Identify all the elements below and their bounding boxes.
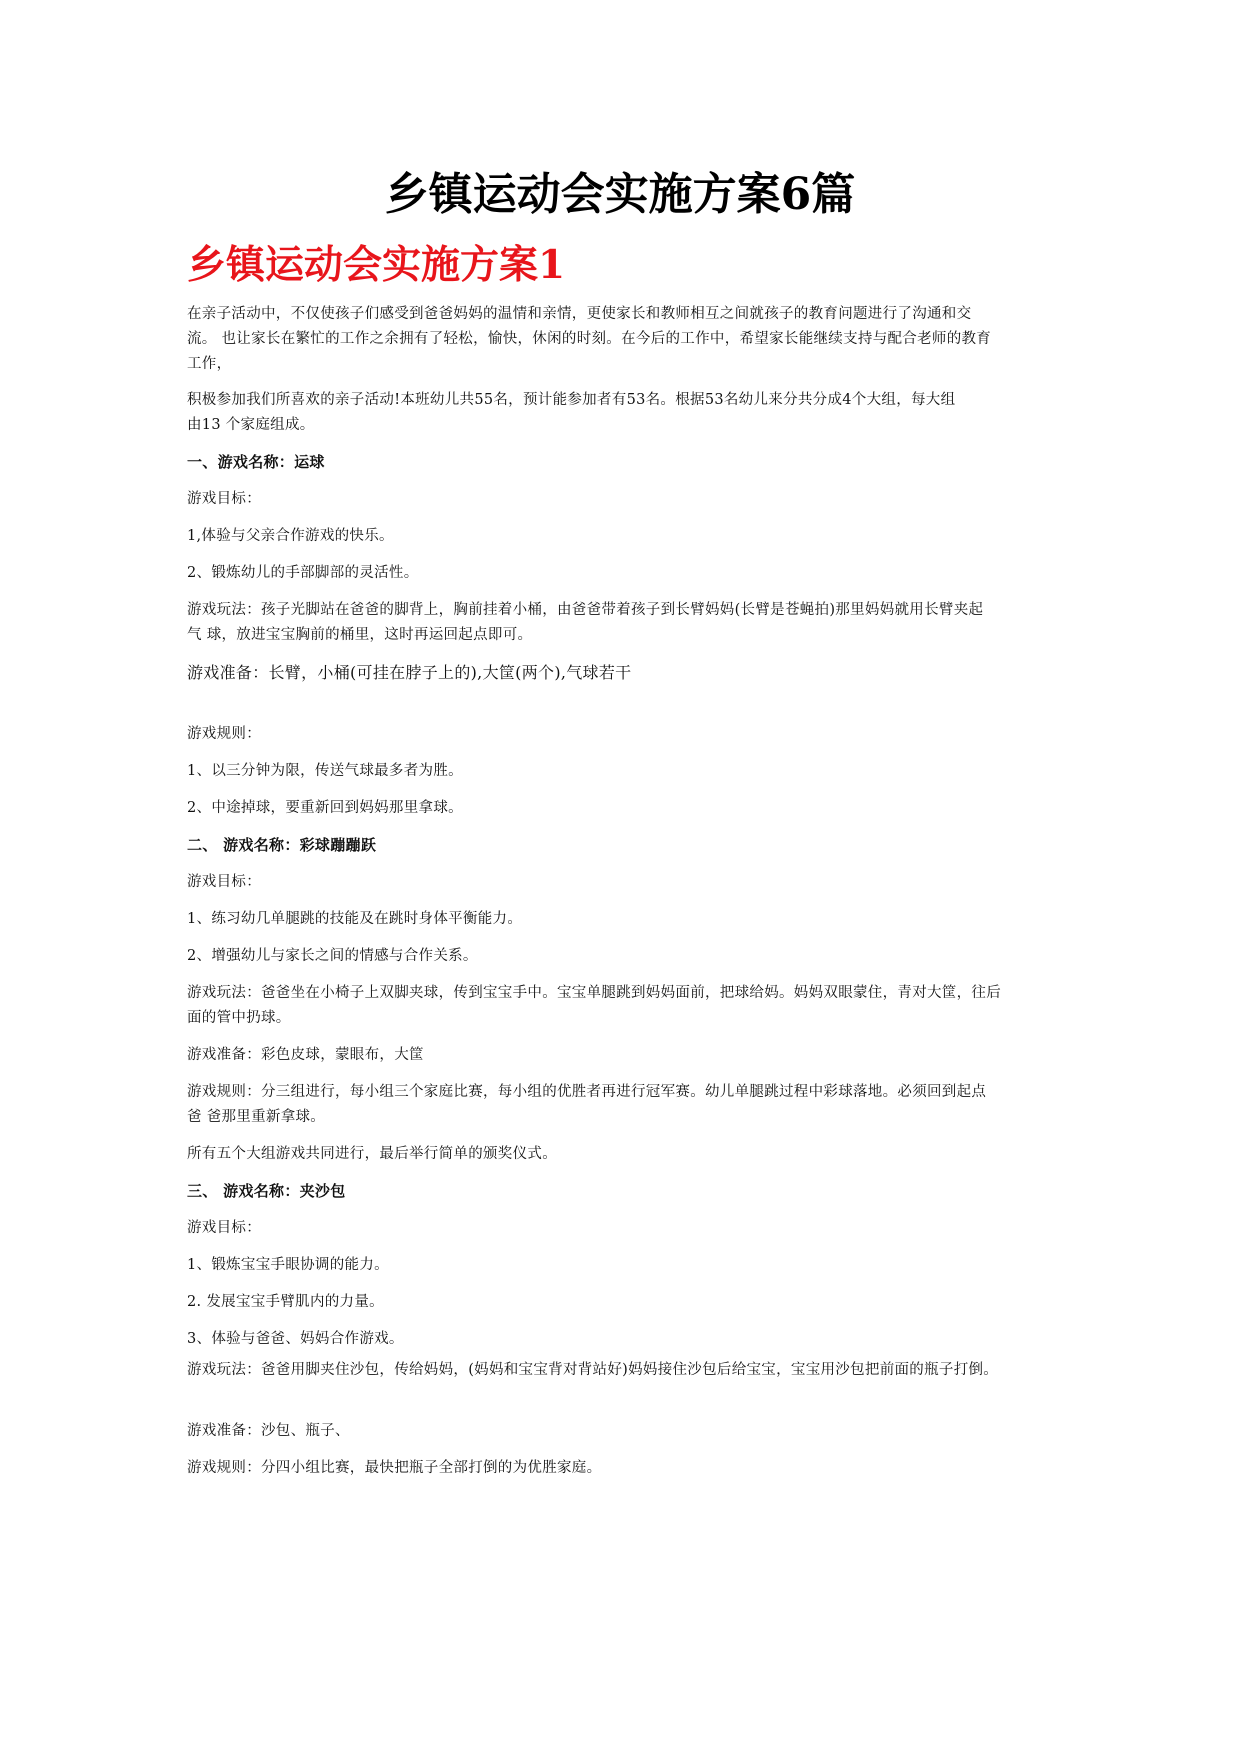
paragraph-line: 2、增强幼儿与家长之间的情感与合作关系。 <box>187 948 478 964</box>
paragraph-line: 在亲子活动中，不仅使孩子们感受到爸爸妈妈的温情和亲情，更使家长和教师相互之间就孩子的教育问题进行了沟通和交 <box>187 306 972 322</box>
paragraph-line: 游戏准备：沙包、瓶子、 <box>187 1423 350 1439</box>
paragraph-line: 2、锻炼幼儿的手部脚部的灵活性。 <box>187 565 419 581</box>
paragraph-line: 所有五个大组游戏共同进行，最后举行简单的颁奖仪式。 <box>187 1146 557 1162</box>
paragraph-line: 爸 爸那里重新拿球。 <box>187 1109 326 1125</box>
paragraph-line: 2. 发展宝宝手臂肌内的力量。 <box>187 1294 384 1310</box>
paragraph-line: 气 球，放进宝宝胸前的桶里，这时再运回起点即可。 <box>187 627 533 643</box>
paragraph-line: 游戏目标： <box>187 491 261 507</box>
paragraph-line: 游戏目标： <box>187 1220 261 1236</box>
paragraph-line: 1、锻炼宝宝手眼协调的能力。 <box>187 1257 389 1273</box>
paragraph-line: 3、体验与爸爸、妈妈合作游戏。 <box>187 1331 404 1347</box>
paragraph-line: 工作， <box>187 356 232 372</box>
paragraph-line: 游戏准备：彩色皮球，蒙眼布，大筐 <box>187 1047 424 1063</box>
paragraph-line: 面的管中扔球。 <box>187 1010 291 1026</box>
paragraph-line: 2、中途掉球，要重新回到妈妈那里拿球。 <box>187 800 463 816</box>
game-heading: 一、游戏名称：运球 <box>187 453 325 471</box>
paragraph-line: 积极参加我们所喜欢的亲子活动!本班幼儿共55名，预计能参加者有53名。根据53名幼儿来分共分成4个大组，每大组 <box>187 392 956 408</box>
paragraph-line: 1、练习幼几单腿跳的技能及在跳时身体平衡能力。 <box>187 911 523 927</box>
paragraph-line: 游戏玩法：爸爸坐在小椅子上双脚夹球，传到宝宝手中。宝宝单腿跳到妈妈面前，把球给妈。妈妈双眼蒙住，青对大筐，往后 <box>187 985 1001 1001</box>
paragraph-line: 游戏准备：长臂，小桶(可挂在脖子上的),大筐(两个),气球若干 <box>187 663 632 682</box>
paragraph-line: 1,体验与父亲合作游戏的快乐。 <box>187 528 394 544</box>
paragraph-line: 由13 个家庭组成。 <box>187 417 315 433</box>
paragraph-line: 游戏规则：分三组进行，每小组三个家庭比赛，每小组的优胜者再进行冠军赛。幼儿单腿跳过程中彩球落地。必须回到起点 <box>187 1084 987 1100</box>
paragraph-line: 流。 也让家长在繁忙的工作之余拥有了轻松，愉快，休闲的时刻。在今后的工作中，希望家长能继续支持与配合老师的教育 <box>187 331 992 347</box>
paragraph-line: 游戏玩法：爸爸用脚夹住沙包，传给妈妈，(妈妈和宝宝背对背站好)妈妈接住沙包后给宝宝，宝宝用沙包把前面的瓶子打倒。 <box>187 1362 999 1378</box>
document-body <box>187 302 1057 1481</box>
paragraph-line: 游戏玩法：孩子光脚站在爸爸的脚背上，胸前挂着小桶，由爸爸带着孩子到长臂妈妈(长臂是苍蝇拍)那里妈妈就用长臂夹起 <box>187 602 984 618</box>
paragraph-line: 游戏规则： <box>187 726 261 742</box>
game-heading: 二、 游戏名称：彩球蹦蹦跃 <box>187 836 377 854</box>
paragraph-line: 游戏规则：分四小组比赛，最快把瓶子全部打倒的为优胜家庭。 <box>187 1460 602 1476</box>
paragraph-line: 1、以三分钟为限，传送气球最多者为胜。 <box>187 763 463 779</box>
section-title: 乡镇运动会实施方案1 <box>187 242 566 288</box>
game-heading: 三、 游戏名称：夹沙包 <box>187 1182 346 1200</box>
paragraph-line: 游戏目标： <box>187 874 261 890</box>
document-title: 乡镇运动会实施方案6篇 <box>384 169 856 220</box>
